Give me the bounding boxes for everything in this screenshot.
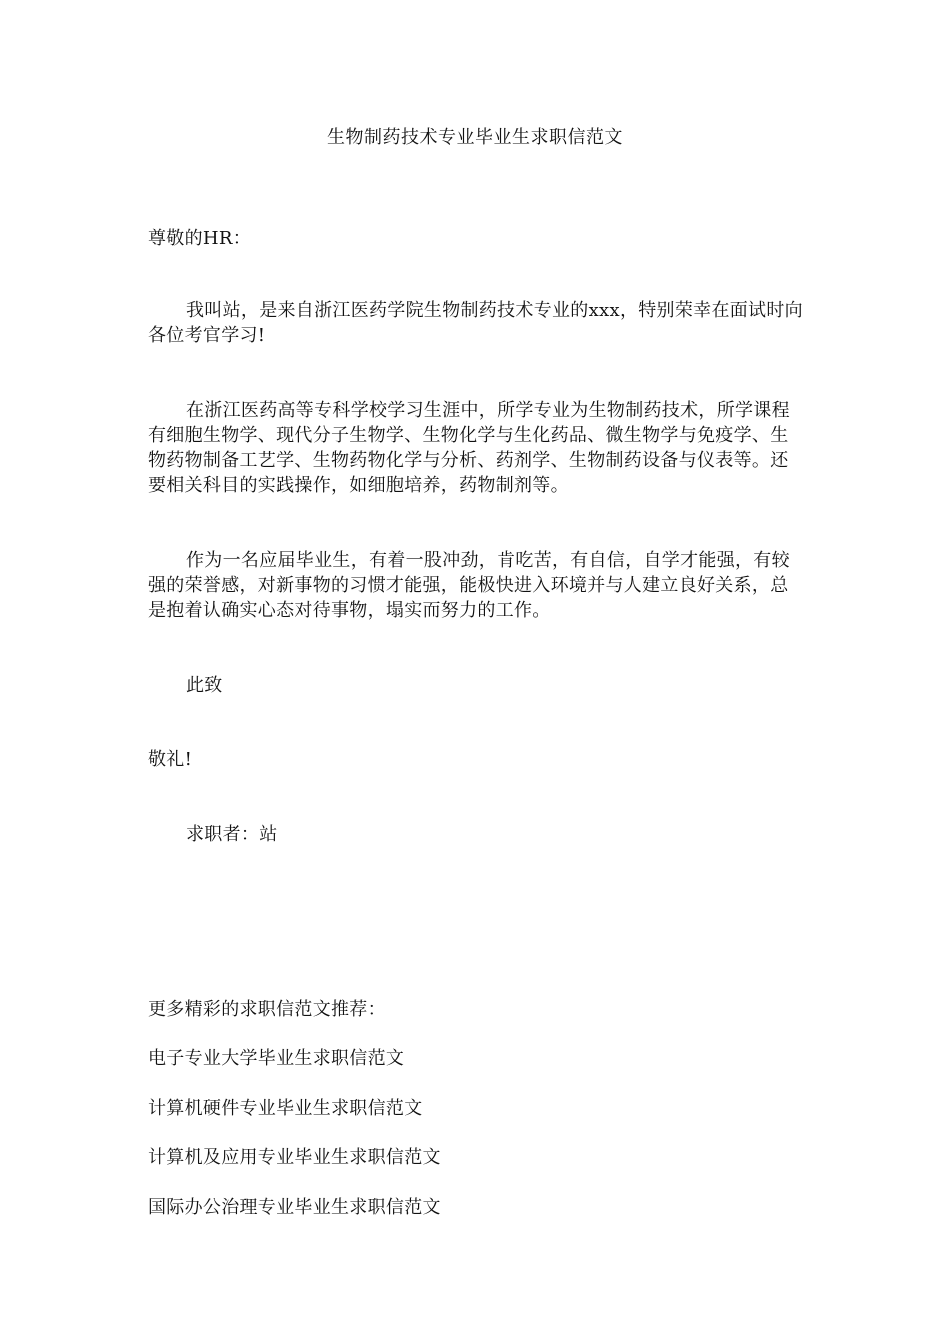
signature: 求职者：站 [186,824,278,845]
recommended-link[interactable]: 国际办公治理专业毕业生求职信范文 [148,1197,441,1218]
paragraph-education: 在浙江医药高等专科学校学习生涯中，所学专业为生物制药技术，所学课程有细胞生物学、现代分子生物学、生物化学与生化药品、微生物学与免疫学、生物药物制备工艺学、生物药物化学与分析、药剂学、生物制药设备与仪表等。还要相关科目的实践操作，如细胞培养，药物制剂等。 [148,400,790,496]
recommended-link[interactable]: 电子专业大学毕业生求职信范文 [148,1048,405,1069]
paragraph-introduction: 我叫站，是来自浙江医药学院生物制药技术专业的xxx，特别荣幸在面试时向各位考官学习! [148,300,803,346]
document-title: 生物制药技术专业毕业生求职信范文 [327,127,623,148]
salutation: 尊敬的HR： [148,228,252,249]
paragraph-qualities: 作为一名应届毕业生，有着一股冲劲，肯吃苦，有自信，自学才能强，有较强的荣誉感，对新事物的习惯才能强，能极快进入环境并与人建立良好关系，总是抱着认确实心态对待事物，塌实而努力的工作。 [148,550,790,621]
closing-salute: 敬礼! [148,749,193,770]
closing-phrase: 此致 [186,675,223,696]
recommended-link[interactable]: 计算机及应用专业毕业生求职信范文 [148,1147,441,1168]
more-recommendations-heading: 更多精彩的求职信范文推荐： [148,999,386,1020]
recommended-link[interactable]: 计算机硬件专业毕业生求职信范文 [148,1098,423,1119]
